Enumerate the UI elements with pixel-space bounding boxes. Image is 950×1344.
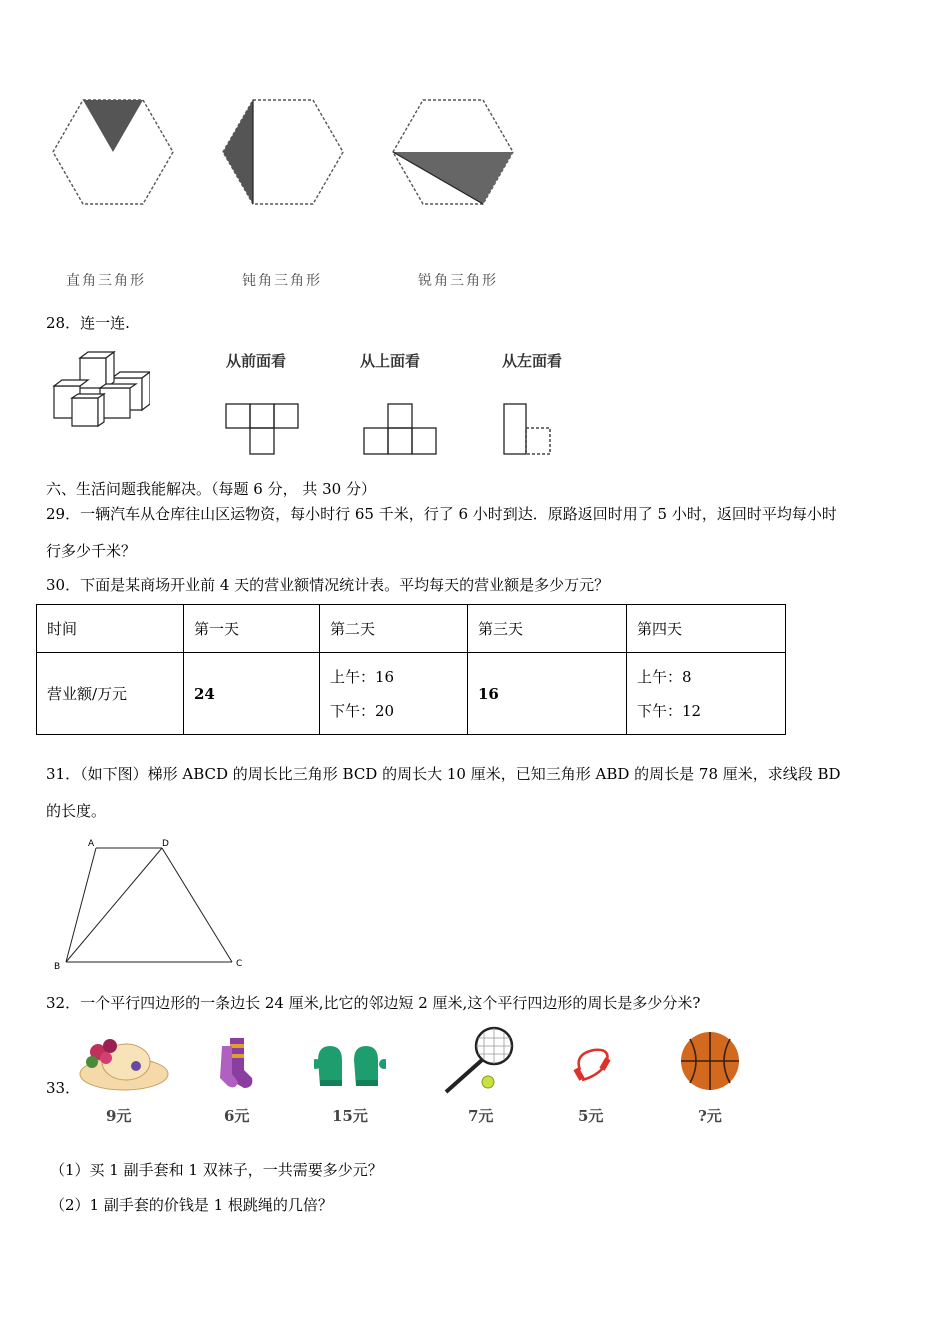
q31-line1: 31．（如下图）梯形 ABCD 的周长比三角形 BCD 的周长大 10 厘米，已知三角形 ABD 的周长是 78 厘米，求线段 BD <box>46 765 841 783</box>
cell-day3: 16 <box>468 653 627 735</box>
view-left-shape <box>502 402 558 458</box>
cell-day2-am: 上午：16 <box>330 667 395 686</box>
cube-stack-figure <box>50 348 150 430</box>
price-hat: 9元 <box>106 1107 132 1125</box>
cell-day1: 24 <box>184 653 320 735</box>
hexagon-obtuse-triangle <box>223 100 343 204</box>
q33-number: 33． <box>46 1079 81 1097</box>
header-day1: 第一天 <box>184 605 320 653</box>
price-sock: 6元 <box>224 1107 250 1125</box>
header-day3: 第三天 <box>468 605 627 653</box>
hexagon-figures <box>40 90 540 215</box>
row-label-revenue: 营业额/万元 <box>37 653 184 735</box>
q32-text: 32．一个平行四边形的一条边长 24 厘米,比它的邻边短 2 厘米,这个平行四边形的周长是多少分米? <box>46 994 701 1012</box>
label-b: B <box>54 962 61 972</box>
tennis-racket-icon <box>440 1024 520 1096</box>
jump-rope-icon <box>572 1040 616 1084</box>
q31-line2: 的长度。 <box>46 802 107 820</box>
price-racket: 7元 <box>468 1107 494 1125</box>
trapezoid-figure <box>50 834 250 974</box>
view-front-label: 从前面看 <box>226 352 287 370</box>
label-a: A <box>88 839 95 849</box>
glove-icon <box>314 1042 386 1090</box>
label-c: C <box>236 959 243 969</box>
hexagon-acute-triangle <box>393 100 513 204</box>
cell-day2-pm: 下午：20 <box>330 701 395 720</box>
view-left-label: 从左面看 <box>502 352 563 370</box>
view-front-shape <box>224 402 304 458</box>
header-day4: 第四天 <box>627 605 786 653</box>
hat-icon <box>76 1032 172 1094</box>
q30-title: 30．下面是某商场开业前 4 天的营业额情况统计表。平均每天的营业额是多少万元？ <box>46 576 610 594</box>
sock-icon <box>216 1036 256 1092</box>
caption-right-triangle: 直角三角形 <box>66 273 146 289</box>
cell-day4 <box>627 653 786 735</box>
q33-sub1: （1）买 1 副手套和 1 双袜子，一共需要多少元？ <box>50 1161 383 1179</box>
price-basketball: ?元 <box>698 1107 722 1125</box>
q28-title: 28．连一连. <box>46 314 130 332</box>
section6-heading: 六、生活问题我能解决。（每题 6 分， 共 30 分） <box>46 480 376 498</box>
header-time: 时间 <box>37 605 184 653</box>
cell-day2 <box>320 653 468 735</box>
sales-table <box>36 604 786 735</box>
cell-day4-am: 上午：8 <box>637 667 692 686</box>
cell-day4-pm: 下午：12 <box>637 701 702 720</box>
q29-line1: 29．一辆汽车从仓库往山区运物资，每小时行 65 千米，行了 6 小时到达．原路返回时用了 5 小时，返回时平均每小时 <box>46 505 837 523</box>
view-top-label: 从上面看 <box>360 352 421 370</box>
hexagon-right-triangle <box>53 100 173 204</box>
caption-obtuse-triangle: 钝角三角形 <box>242 273 322 289</box>
q29-line2: 行多少千米？ <box>46 542 137 560</box>
basketball-icon <box>678 1030 742 1092</box>
price-glove: 15元 <box>332 1107 368 1125</box>
price-rope: 5元 <box>578 1107 604 1125</box>
view-top-shape <box>362 402 442 458</box>
caption-acute-triangle: 锐角三角形 <box>418 273 498 289</box>
q33-sub2: （2）1 副手套的价钱是 1 根跳绳的几倍？ <box>50 1196 333 1214</box>
label-d: D <box>162 839 169 849</box>
header-day2: 第二天 <box>320 605 468 653</box>
